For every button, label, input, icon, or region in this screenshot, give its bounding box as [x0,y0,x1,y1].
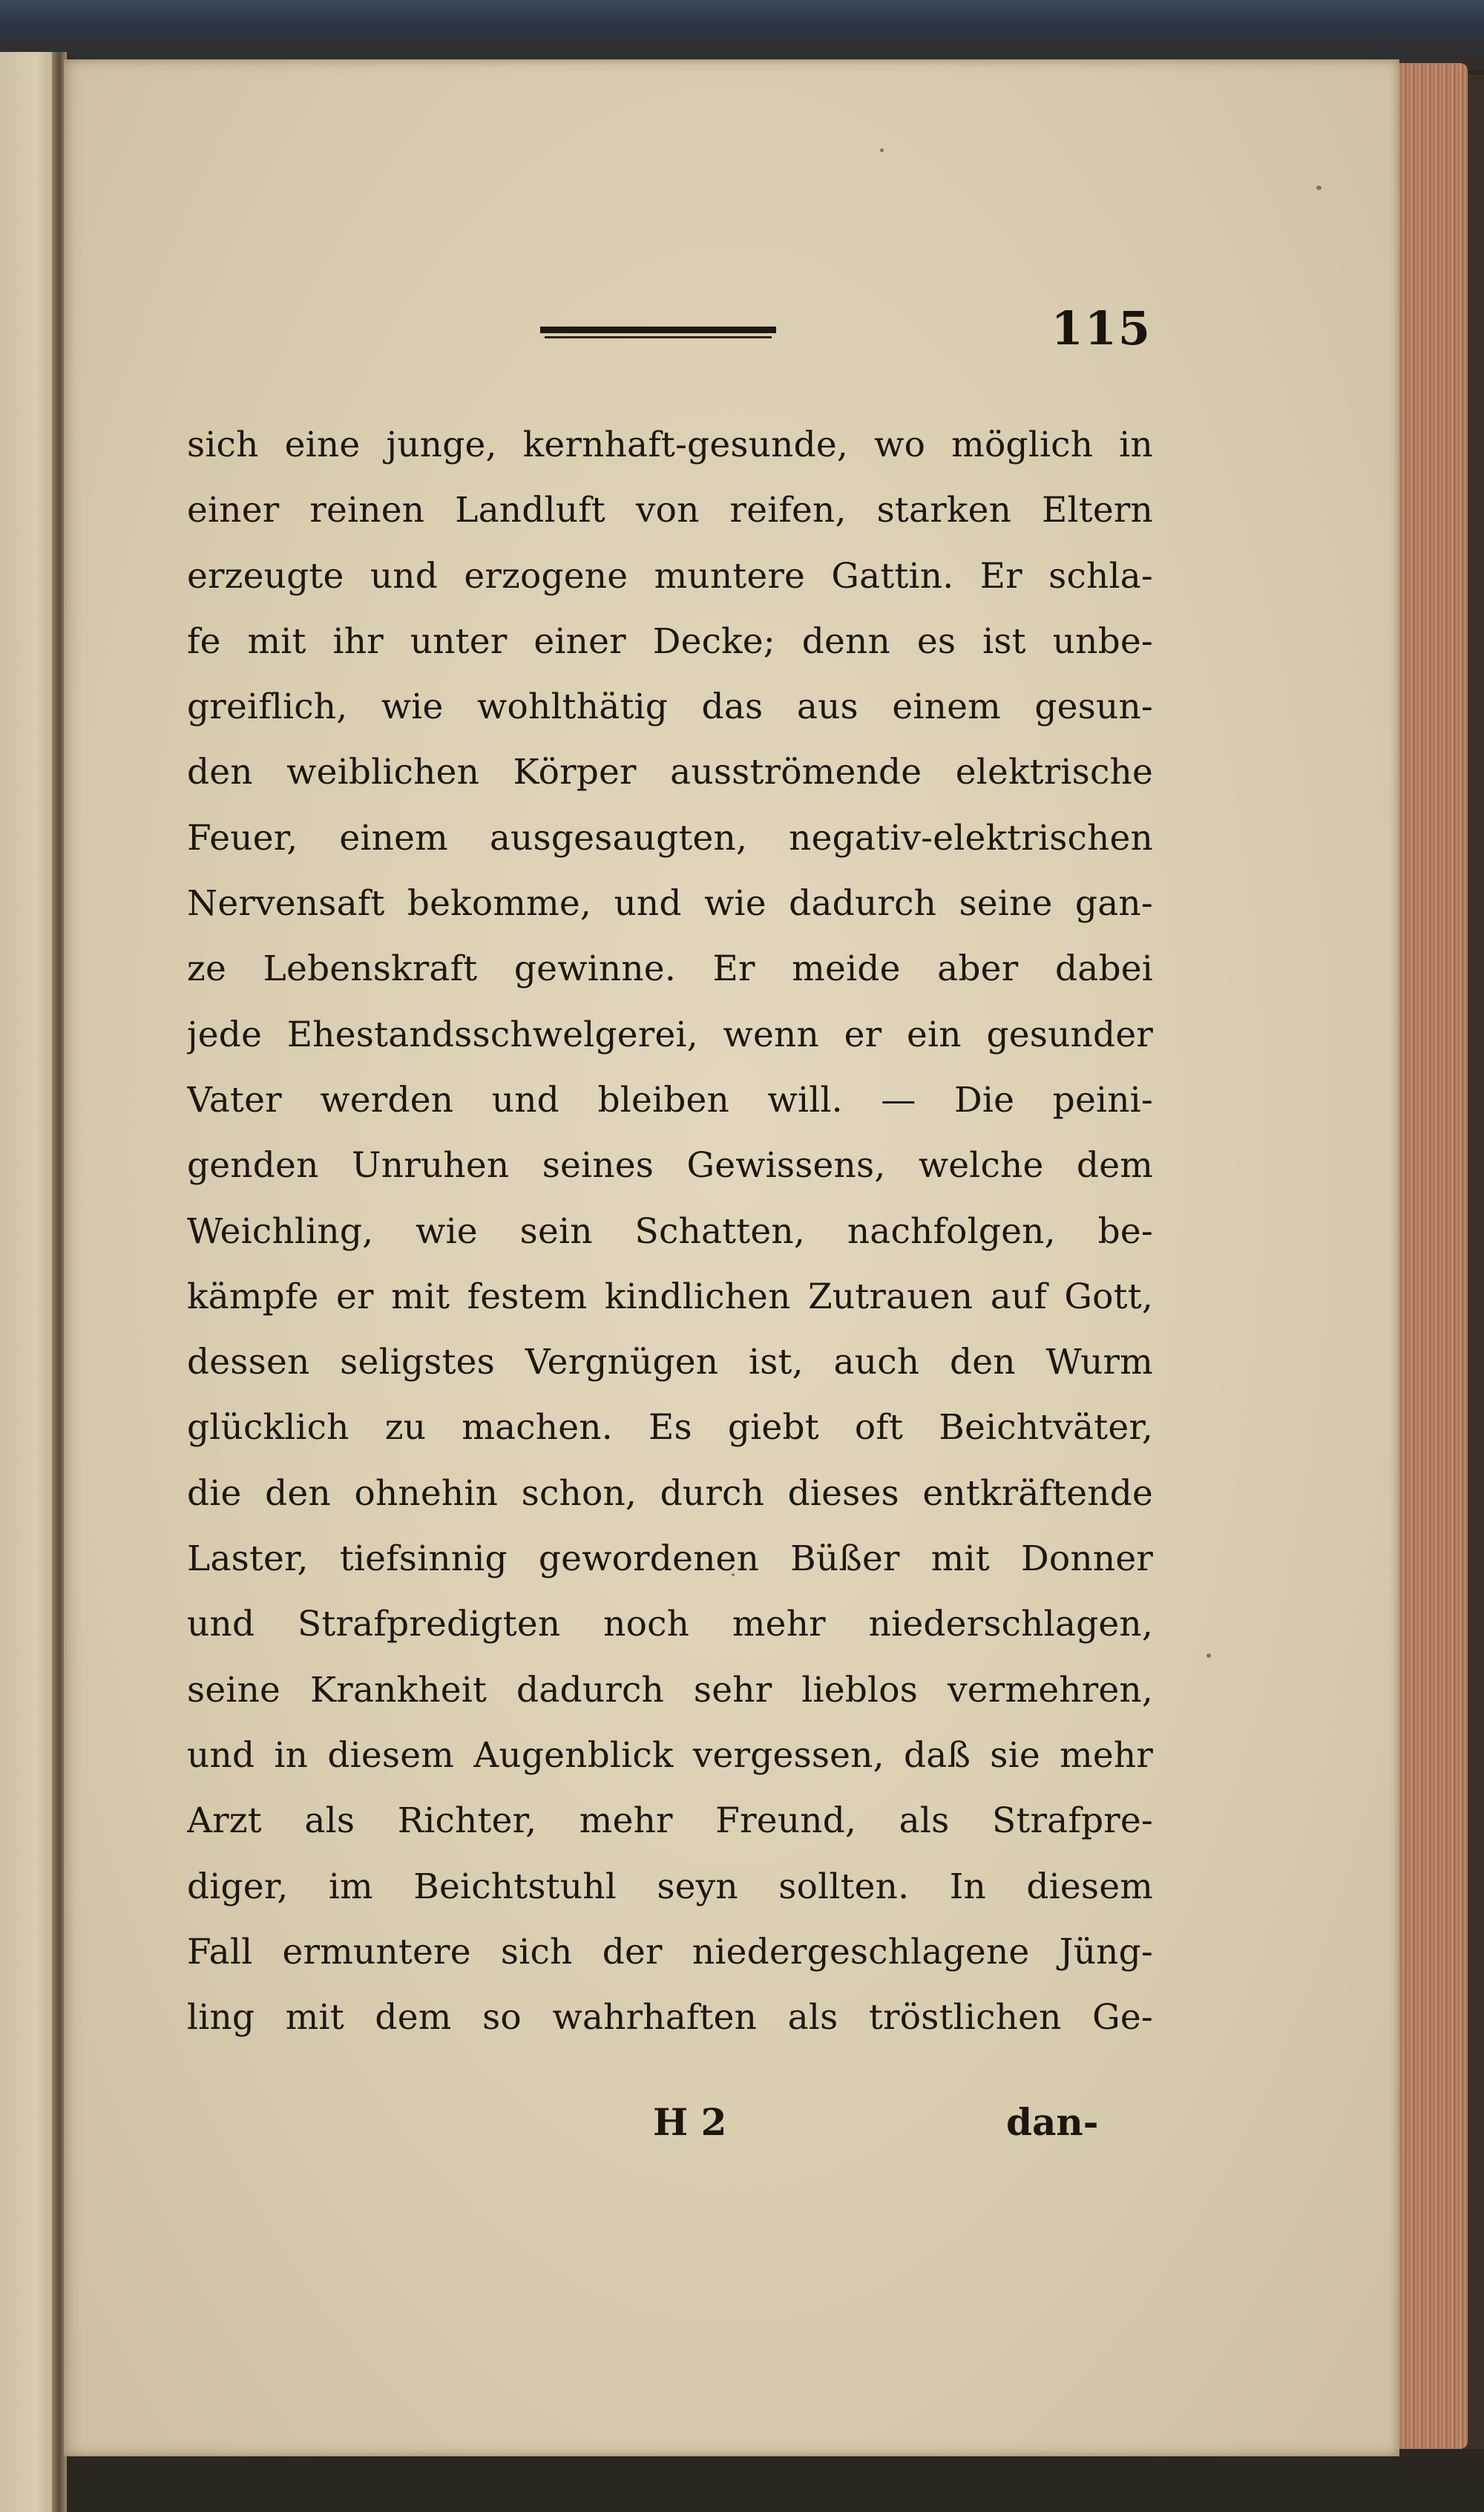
text-line: Fall ermuntere sich der niedergeschlagene Jüng- [187,1931,1153,1972]
text-line: kämpfe er mit festem kindlichen Zutrauen auf Gott, [187,1276,1153,1317]
text-line: Vater werden und bleiben will. — Die peini- [187,1079,1153,1121]
text-line: und Strafpredigten noch mehr niederschlagen, [187,1604,1153,1645]
page-edges [1393,63,1468,2449]
text-line: seine Krankheit dadurch sehr lieblos vermehren, [187,1669,1153,1711]
text-line: und in diesem Augenblick vergessen, daß sie mehr [187,1734,1153,1776]
paper-speck [1316,186,1322,190]
text-line: die den ohnehin schon, durch dieses entkräftende [187,1472,1153,1514]
catchword: dan- [1006,2100,1099,2144]
header-rule-thin [545,336,772,338]
text-line: fe mit ihr unter einer Decke; denn es ist unbe- [187,620,1153,662]
text-line: Feuer, einem ausgesaugten, negativ-elektrischen [187,817,1153,859]
text-line: greiflich, wie wohlthätig das aus einem gesun- [187,686,1153,728]
page-number: 115 [1051,301,1152,355]
text-line: genden Unruhen seines Gewissens, welche dem [187,1145,1153,1187]
text-line: Arzt als Richter, mehr Freund, als Strafpre- [187,1800,1153,1842]
text-line: glücklich zu machen. Es giebt oft Beichtväter, [187,1407,1153,1449]
signature-mark: H 2 [653,2100,727,2144]
text-line: Weichling, wie sein Schatten, nachfolgen, be- [187,1210,1153,1252]
text-line: den weiblichen Körper ausströmende elektrische [187,752,1153,793]
text-line: jede Ehestandsschwelgerei, wenn er ein gesunder [187,1014,1153,1055]
header-rule [540,327,776,340]
text-line: einer reinen Landluft von reifen, starken Eltern [187,490,1153,531]
paper-speck [1206,1653,1211,1658]
text-line: ze Lebenskraft gewinne. Er meide aber dabei [187,948,1153,990]
text-line: ling mit dem so wahrhaften als tröstlichen Ge- [187,1997,1153,2039]
body-text [187,413,1153,2050]
text-line: diger, im Beichtstuhl seyn sollten. In diesem [187,1866,1153,1907]
header-rule-thick [540,327,776,333]
paper-speck [880,148,884,152]
text-line: dessen seligstes Vergnügen ist, auch den Wurm [187,1342,1153,1383]
text-line: Nervensaft bekomme, und wie dadurch seine gan- [187,883,1153,925]
text-line: Laster, tiefsinnig gewordenen Büßer mit Donner [187,1538,1153,1580]
left-page-edge [0,52,59,2512]
text-line: sich eine junge, kernhaft-gesunde, wo möglich in [187,424,1153,465]
text-line: erzeugte und erzogene muntere Gattin. Er schla- [187,555,1153,597]
